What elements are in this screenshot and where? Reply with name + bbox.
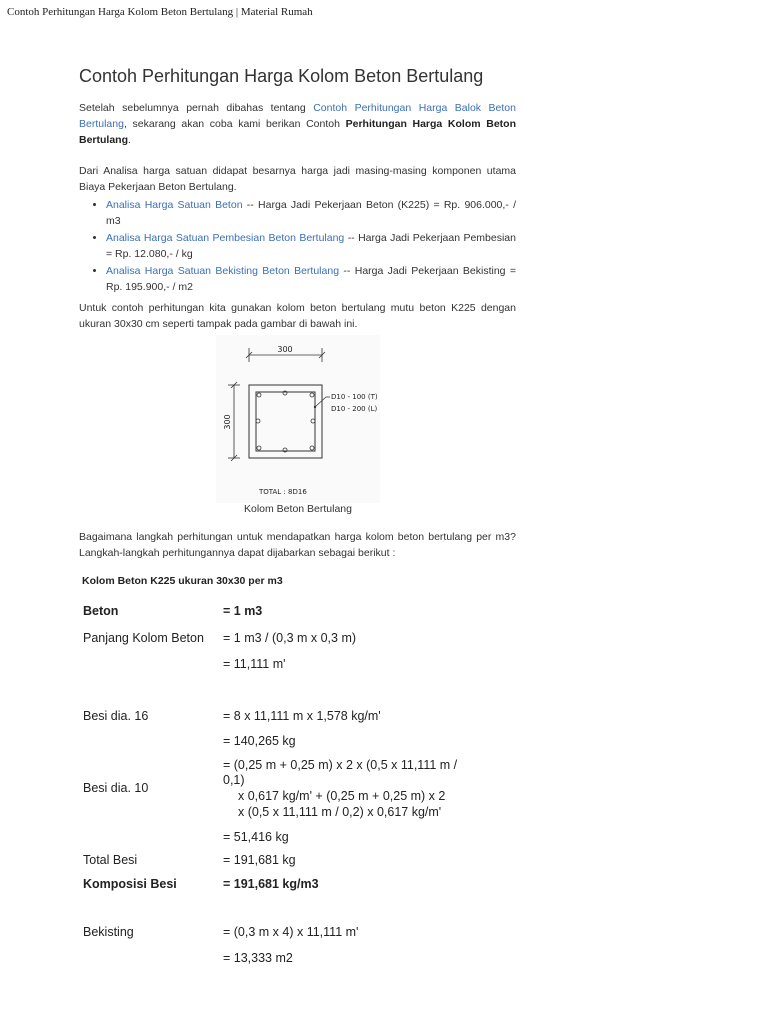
total-besi-value: = 191,681 kg [223, 853, 296, 867]
beton-value: = 1 m3 [223, 604, 263, 618]
analysis-paragraph: Dari Analisa harga satuan didapat besarnya harga jadi masing-masing komponen utama Biaya Pekerjaan Beton Bertulang. [79, 165, 516, 193]
document-header-title: Contoh Perhitungan Harga Kolom Beton Bertulang | Material Rumah [7, 6, 313, 18]
bekisting-result: = 13,333 m2 [223, 951, 293, 965]
bekisting-label: Bekisting [83, 925, 134, 939]
total-rebar-label: TOTAL : 8D16 [259, 488, 307, 496]
besi-10-label: Besi dia. 10 [83, 781, 149, 795]
panjang-kolom-label: Panjang Kolom Beton [83, 631, 204, 645]
page-title: Contoh Perhitungan Harga Kolom Beton Bertulang [79, 66, 484, 86]
besi-10-formula-line: x 0,617 kg/m' + (0,25 m + 0,25 m) x 2 [238, 789, 446, 803]
besi-10-formula-line: x (0,5 x 11,111 m / 0,2) x 0,617 kg/m' [238, 805, 442, 819]
intro-text-3: . [128, 134, 131, 146]
intro-text-1: Setelah sebelumnya pernah dibahas tentang [79, 102, 314, 114]
komposisi-besi-label: Komposisi Besi [83, 877, 177, 891]
example-paragraph: Untuk contoh perhitungan kita gunakan kolom beton bertulang mutu beton K225 dengan ukuran 30x30 cm seperti tampak pada gambar di bawah ini. [79, 302, 516, 330]
intro-text-2: , sekarang akan coba kami berikan Contoh [123, 118, 346, 130]
price-list [79, 197, 516, 296]
bekisting-value: = (0,3 m x 4) x 11,111 m' [223, 925, 359, 939]
list-item-text: -- Harga Jadi Pekerjaan Beton (K225) = Rp. 906.000,- / m3 [106, 199, 516, 227]
dimension-side-label: 300 [223, 414, 232, 430]
stirrup-label: D10 - 100 (T) [331, 393, 378, 401]
beton-label: Beton [83, 604, 119, 618]
intro-paragraph [79, 100, 516, 148]
calc-table-title: Kolom Beton K225 ukuran 30x30 per m3 [82, 575, 283, 587]
analisa-beton-link[interactable]: Analisa Harga Satuan Beton [106, 199, 243, 211]
balok-beton-link[interactable]: Contoh Perhitungan Harga Balok Beton Bertulang [79, 102, 516, 130]
column-section-figure [216, 335, 380, 503]
list-item-text: -- Harga Jadi Pekerjaan Pembesian = Rp. 12.080,- / kg [106, 232, 516, 260]
stirrup-label-2: D10 - 200 (L) [331, 405, 378, 413]
dimension-top-label: 300 [277, 345, 293, 354]
column-section-drawing [216, 335, 380, 503]
analisa-bekisting-link[interactable]: Analisa Harga Satuan Bekisting Beton Bertulang [106, 265, 340, 277]
list-item [106, 230, 516, 262]
intro-bold-text: Perhitungan Harga Kolom Beton Bertulang [79, 118, 516, 146]
analisa-pembesian-link[interactable]: Analisa Harga Satuan Pembesian Beton Bertulang [106, 232, 345, 244]
panjang-kolom-value: = 1 m3 / (0,3 m x 0,3 m) [223, 631, 357, 645]
besi-16-result: = 140,265 kg [223, 734, 296, 748]
besi-10-formula-line: = (0,25 m + 0,25 m) x 2 x (0,5 x 11,111 m / [223, 758, 458, 772]
figure-caption: Kolom Beton Bertulang [244, 503, 352, 515]
komposisi-besi-value: = 191,681 kg/m3 [223, 877, 319, 891]
besi-16-label: Besi dia. 16 [83, 709, 149, 723]
list-item [106, 263, 516, 295]
besi-16-value: = 8 x 11,111 m x 1,578 kg/m' [223, 709, 381, 723]
list-item [106, 197, 516, 229]
panjang-kolom-result: = 11,111 m' [223, 657, 286, 671]
total-besi-label: Total Besi [83, 853, 138, 867]
steps-paragraph: Bagaimana langkah perhitungan untuk mendapatkan harga kolom beton bertulang per m3? Langkah-langkah perhitungannya dapat dijabarkan sebagai berikut : [79, 531, 516, 559]
besi-10-formula-line: 0,1) [223, 773, 245, 787]
list-item-text: -- Harga Jadi Pekerjaan Bekisting = Rp. 195.900,- / m2 [106, 265, 516, 293]
besi-10-result: = 51,416 kg [223, 830, 289, 844]
